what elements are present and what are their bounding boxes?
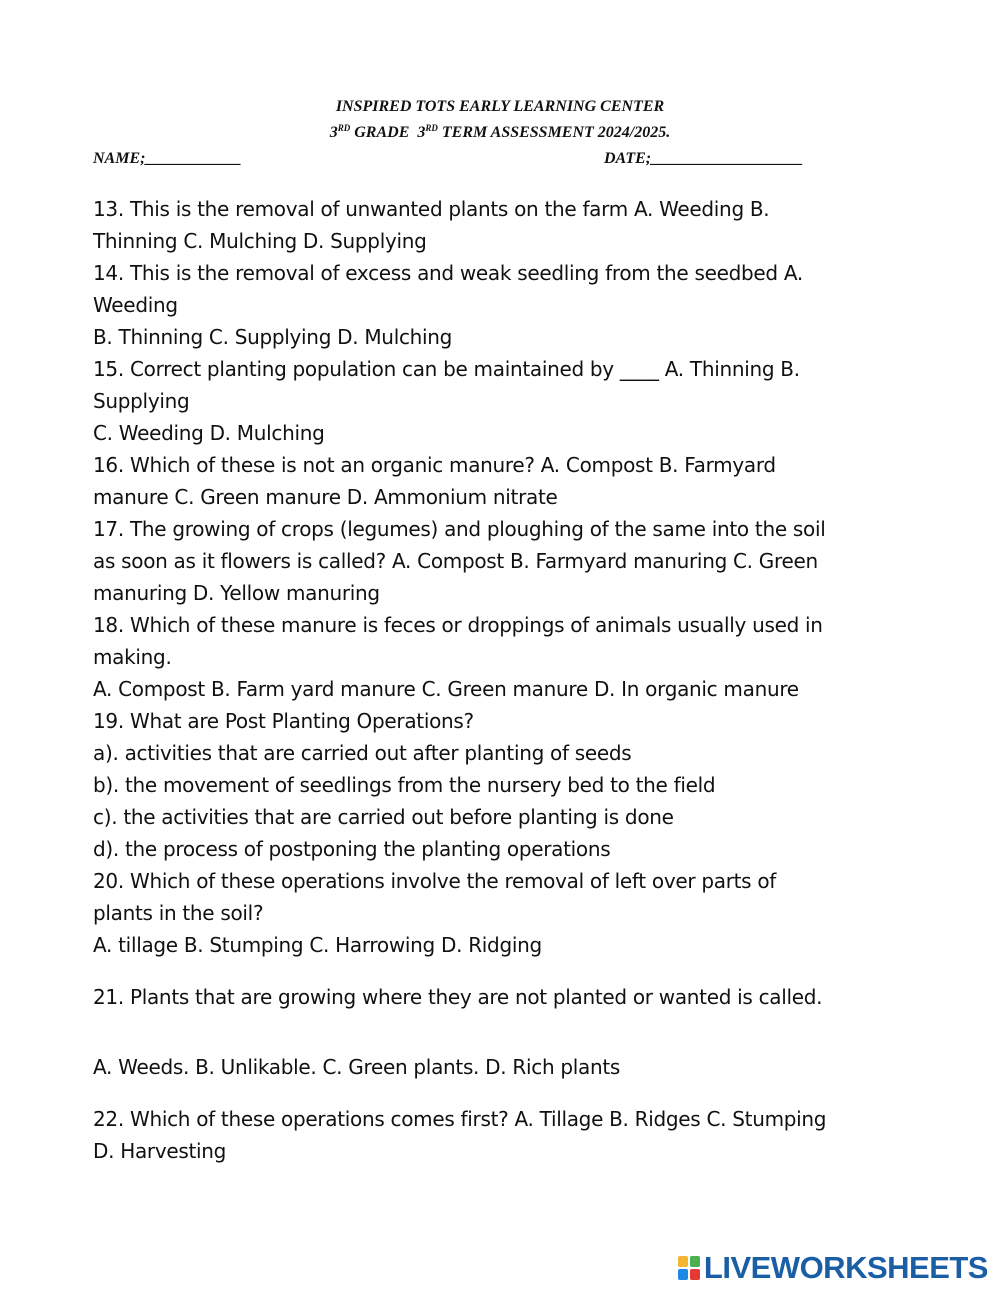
- q17-line-3: manuring D. Yellow manuring: [93, 581, 380, 605]
- term-text: TERM ASSESSMENT 2024/2025.: [441, 124, 671, 141]
- date-field[interactable]: DATE;___________________: [604, 150, 804, 167]
- term-number: 3: [417, 124, 426, 141]
- q14-line-3: B. Thinning C. Supplying D. Mulching: [93, 325, 453, 349]
- q13-line-1: 13. This is the removal of unwanted plants on the farm A. Weeding B.: [93, 197, 770, 221]
- name-field[interactable]: NAME;____________: [93, 150, 242, 167]
- term-suffix: RD: [425, 123, 438, 133]
- q16-line-2: manure C. Green manure D. Ammonium nitrate: [93, 485, 558, 509]
- liveworksheets-logo-icon: [677, 1255, 701, 1281]
- logo-tile-blue: [678, 1269, 688, 1280]
- spacer: [93, 1083, 908, 1103]
- q22-line-2: D. Harvesting: [93, 1139, 227, 1163]
- grade-suffix: RD: [337, 123, 351, 133]
- q17-line-2: as soon as it flowers is called? A. Compost B. Farmyard manuring C. Green: [93, 549, 818, 573]
- q20-line-3: A. tillage B. Stumping C. Harrowing D. Ridging: [93, 933, 542, 957]
- q16-line-1: 16. Which of these is not an organic manure? A. Compost B. Farmyard: [93, 453, 776, 477]
- name-date-row: [93, 146, 907, 172]
- grade-number: 3: [329, 124, 338, 141]
- q15-line-3: C. Weeding D. Mulching: [93, 421, 325, 445]
- q14-line-1: 14. This is the removal of excess and weak seedling from the seedbed A.: [93, 261, 803, 285]
- brand-wordmark: LIVEWORKSHEETS: [703, 1250, 988, 1285]
- spacer: [93, 961, 908, 981]
- q19-line-1: 19. What are Post Planting Operations?: [93, 709, 474, 733]
- q15-line-1: 15. Correct planting population can be maintained by ____ A. Thinning B.: [93, 357, 800, 381]
- logo-tile-green: [690, 1256, 700, 1267]
- q15-line-2: Supplying: [93, 389, 190, 413]
- q22-line-1: 22. Which of these operations comes first? A. Tillage B. Ridges C. Stumping: [93, 1107, 827, 1131]
- q13-line-2: Thinning C. Mulching D. Supplying: [93, 229, 427, 253]
- q18-line-1: 18. Which of these manure is feces or droppings of animals usually used in: [93, 613, 823, 637]
- logo-tile-red: [690, 1269, 700, 1280]
- q19-option-d: d). the process of postponing the planting operations: [93, 837, 611, 861]
- q18-line-2: making.: [93, 645, 172, 669]
- q18-line-3: A. Compost B. Farm yard manure C. Green manure D. In organic manure: [93, 677, 799, 701]
- worksheet-header: [93, 94, 907, 172]
- q20-line-2: plants in the soil?: [93, 901, 264, 925]
- q21-line-1: 21. Plants that are growing where they are not planted or wanted is called.: [93, 985, 823, 1009]
- school-name: INSPIRED TOTS EARLY LEARNING CENTER: [335, 98, 665, 115]
- liveworksheets-brand[interactable]: [677, 1250, 988, 1286]
- q19-option-b: b). the movement of seedlings from the nursery bed to the field: [93, 773, 716, 797]
- grade-word: GRADE: [354, 124, 410, 141]
- question-list: [93, 193, 908, 1167]
- q19-option-a: a). activities that are carried out after planting of seeds: [93, 741, 632, 765]
- q19-option-c: c). the activities that are carried out before planting is done: [93, 805, 674, 829]
- q21-options: A. Weeds. B. Unlikable. C. Green plants. D. Rich plants: [93, 1055, 621, 1079]
- spacer: [93, 1013, 908, 1051]
- q20-line-1: 20. Which of these operations involve the removal of left over parts of: [93, 869, 777, 893]
- q17-line-1: 17. The growing of crops (legumes) and ploughing of the same into the soil: [93, 517, 826, 541]
- q14-line-2: Weeding: [93, 293, 178, 317]
- logo-tile-yellow: [678, 1256, 688, 1267]
- assessment-title: [93, 120, 907, 146]
